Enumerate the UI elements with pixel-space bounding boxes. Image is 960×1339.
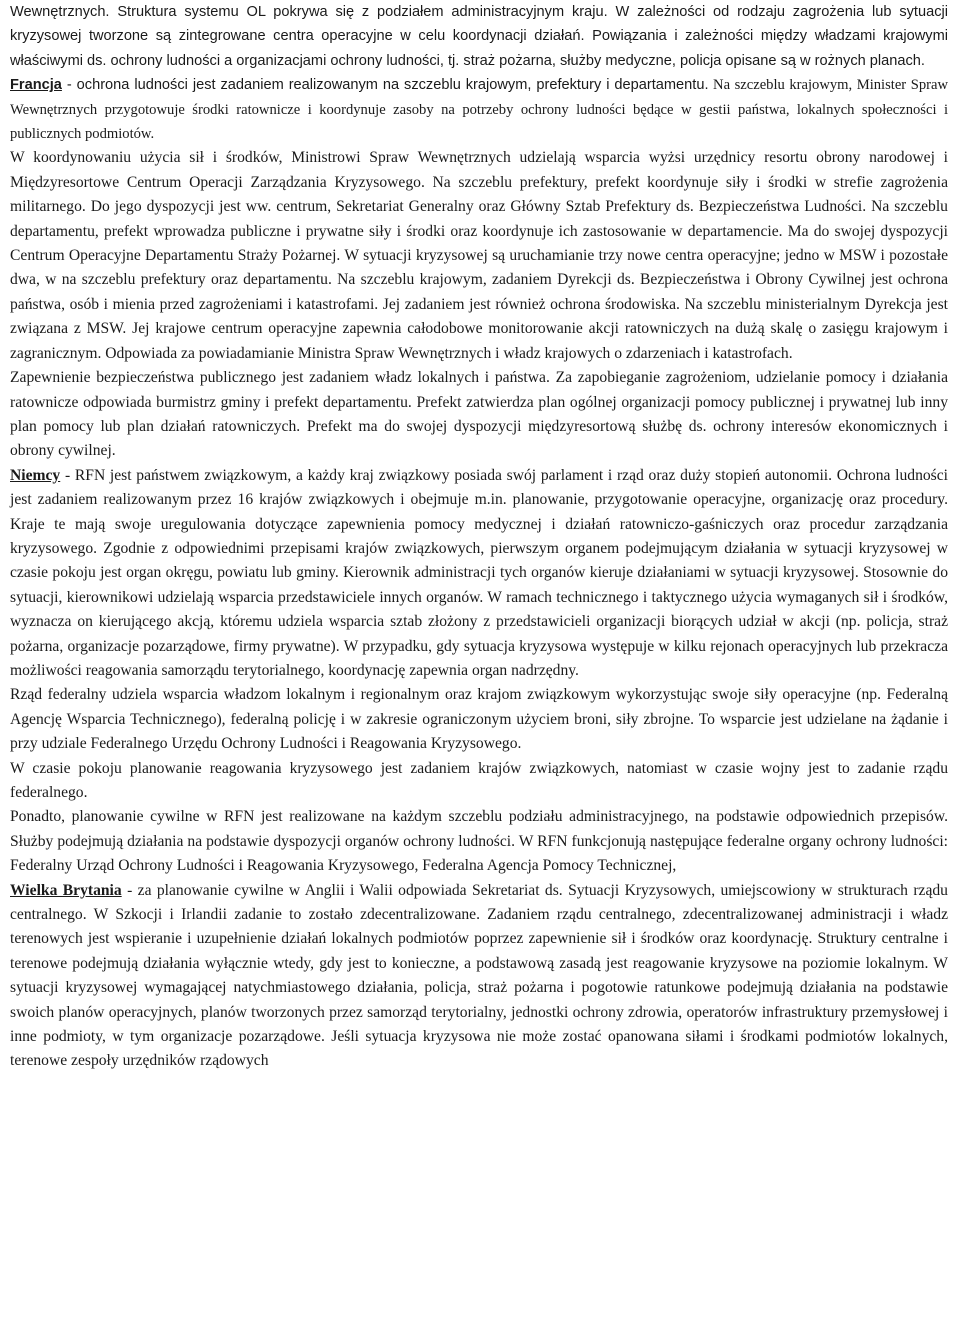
germany-text: - RFN jest państwem związkowym, a każdy kraj związkowy posiada swój parlament i rząd oraz duży stopień autonomii. Ochrona ludności jest zadaniem realizowanym przez 16 krajów związkowych i obejmuje m.in. planowanie, przygotowanie operacyjne, organizację oraz procedury. Kraje te mają swoje uregulowania dotyczące zapewnienia pomocy medycznej i działań ratowniczo-gaśniczych oraz procedur zarządzania kryzysowego. Zgodnie z odpowiednimi przepisami krajów związkowych, pierwszym organem podejmującym działania w sytuacji kryzysowej w czasie pokoju jest organ okręgu, powiatu lub gminy. Kierownik administracji tych organów kieruje działaniami w sytuacji kryzysowej. Stosownie do sytuacji, kierownikowi udzielają wsparcia przedstawiciele innych organów. W ramach technicznego i taktycznego użycia wymaganych sił i środków, wyznacza on kierującego akcją, któremu udziela wsparcia sztab złożony z przedstawicieli organizacji biorących udział w akcji (np. policja, straż pożarna, organizacje pozarządowe, firmy prywatne). W przypadku, gdy sytuacja kryzysowa występuje w kilku rejonach operacyjnych lub przekracza możliwości reagowania samorządu terytorialnego, koordynację zapewnia organ nadrzędny. bbox=[10, 466, 948, 679]
paragraph-civil-planning: Ponadto, planowanie cywilne w RFN jest realizowane na każdym szczeblu podziału administracyjnego, na podstawie odpowiednich przepisów. Służby podejmują działania na podstawie dyspozycji organów ochrony ludności. W RFN funkcjonują następujące federalne organy ochrony ludności: Federalny Urząd Ochrony Ludności i Reagowania Kryzysowego, Federalna Agencja Pomocy Technicznej, bbox=[10, 808, 948, 875]
paragraph-intro bbox=[10, 0, 948, 73]
paragraph-peacetime-planning: W czasie pokoju planowanie reagowania kryzysowego jest zadaniem krajów związkowych, natomiast w czasie wojny jest to zadanie rządu federalnego. bbox=[10, 759, 948, 801]
france-coordination-3: Na szczeblu departamentu, prefekt wprowadza publiczne i prywatne siły i środki oraz koordynuje ich zastosowanie w departamencie. Ma do swojej dyspozycji Centrum Operacyjne Departamentu Straży Pożarnej. W sytuacji kryzysowej są uruchamianie trzy nowe centra operacyjne; jedno w MSW i pozostałe dwa, w na szczeblu prefektury oraz departamentu. Na szczeblu krajowym, zadaniem Dyrekcji ds. Bezpieczeństwa i Obrony Cywilnej jest ochrona państwa, osób i mienia przed zagrożeniami i katastrofami. Jej zadaniem jest również ochrona środowiska. Na szczeblu ministerialnym Dyrekcja jest związana z MSW. Jej krajowe centrum operacyjne zapewnia całodobowe monitorowanie akcji ratowniczych na dużą skalę o zasięgu krajowym i zagranicznym. Odpowiada za powiadamianie Ministra Spraw Wewnętrznych i władz krajowych o zdarzeniach i katastrofach. bbox=[10, 198, 948, 362]
document-page bbox=[10, 0, 948, 1074]
paragraph-france bbox=[10, 73, 948, 146]
country-heading-uk: Wielka Brytania bbox=[10, 881, 122, 899]
paragraph-germany bbox=[10, 464, 948, 684]
intro-sentence-2: Powiązania i zależności między władzami krajowymi właściwymi ds. ochrony ludności a organizacjami ochrony ludności, tj. straż pożarna, służby medyczne, policja opisane są w rożnych planach. bbox=[10, 28, 948, 69]
france-lead: - ochrona ludności jest zadaniem realizowanym na szczeblu krajowym, prefektury i departamentu. bbox=[61, 77, 709, 94]
paragraph-france-coordination bbox=[10, 146, 948, 366]
intro-sentence-1: Wewnętrznych. Struktura systemu OL pokrywa się z podziałem administracyjnym kraju. W zależności od rodzaju zagrożenia lub sytuacji kryzysowej tworzone są zintegrowane centra operacyjne w celu koordynacji działań. bbox=[10, 4, 948, 45]
country-heading-germany: Niemcy bbox=[10, 466, 61, 484]
paragraph-public-safety: Zapewnienie bezpieczeństwa publicznego jest zadaniem władz lokalnych i państwa. Za zapobieganie zagrożeniom, udzielanie pomocy i działania ratownicze odpowiada burmistrz gminy i prefekt departamentu. Prefekt zatwierdza plan ogólnej organizacji pomocy publicznej i prywatnej lub inny plan pomocy lub plan działań ratowniczych. Prefekt ma do swojej dyspozycji międzyresortową służbę ds. ochrony interesów ekonomicznych i obrony cywilnej. bbox=[10, 369, 948, 460]
france-coordination-2: Na szczeblu prefektury, prefekt koordynuje siły i środki w strefie zagrożenia militarnego. Do jego dyspozycji jest ww. centrum, Sekretariat Generalny oraz Główny Sztab Prefektury ds. Bezpieczeństwa Ludności. bbox=[10, 173, 948, 216]
country-heading-france: Francja bbox=[10, 77, 62, 94]
france-rest: Na szczeblu krajowym, Minister Spraw Wewnętrznych przygotowuje środki ratownicze i koordynuje zasoby na potrzeby ochrony ludności będące w gestii państwa, lokalnych społeczności i publicznych podmiotów. bbox=[10, 77, 948, 143]
france-coordination-1: W koordynowaniu użycia sił i środków, Ministrowi Spraw Wewnętrznych udzielają wsparcia wyżsi urzędnicy resortu obrony narodowej i Międzyresortowe Centrum Operacji Zarządzania Kryzysowego. bbox=[10, 149, 948, 191]
paragraph-uk bbox=[10, 879, 948, 1074]
paragraph-federal-support: Rząd federalny udziela wsparcia władzom lokalnym i regionalnym oraz krajom związkowym wykorzystując swoje siły operacyjne (np. Federalną Agencję Wsparcia Technicznego), federalną policję i w zakresie ograniczonym użyciem broni, siły zbrojne. To wsparcie jest udzielane na żądanie i przy udziale Federalnego Urzędu Ochrony Ludności i Reagowania Kryzysowego. bbox=[10, 686, 948, 753]
uk-text: - za planowanie cywilne w Anglii i Walii odpowiada Sekretariat ds. Sytuacji Kryzysowych, umiejscowiony w strukturach rządu centralnego. W Szkocji i Irlandii zadanie to zostało zdecentralizowane. Zadaniem rządu centralnego, zdecentralizowanej administracji i władz terenowych jest wspieranie i uzupełnienie działań lokalnych podmiotów poprzez zapewnienie sił i środków oraz koordynację. Struktury centralne i terenowe podejmują działania wyłącznie wtedy, gdy jest to konieczne, a podstawową zasadą jest reagowanie kryzysowe na poziomie lokalnym. W sytuacji kryzysowej wymagającej natychmiastowego działania, policja, straż pożarna i pogotowie ratunkowe podejmują działania na podstawie swoich planów operacyjnych, planów tworzonych przez samorząd terytorialny, jednostki ochrony zdrowia, operatorów infrastruktury przemysłowej i inne podmioty, w tym organizacje pozarządowe. Jeśli sytuacja kryzysowa nie może zostać opanowana siłami i środkami podmiotów lokalnych, terenowe zespoły urzędników rządowych bbox=[10, 881, 948, 1070]
